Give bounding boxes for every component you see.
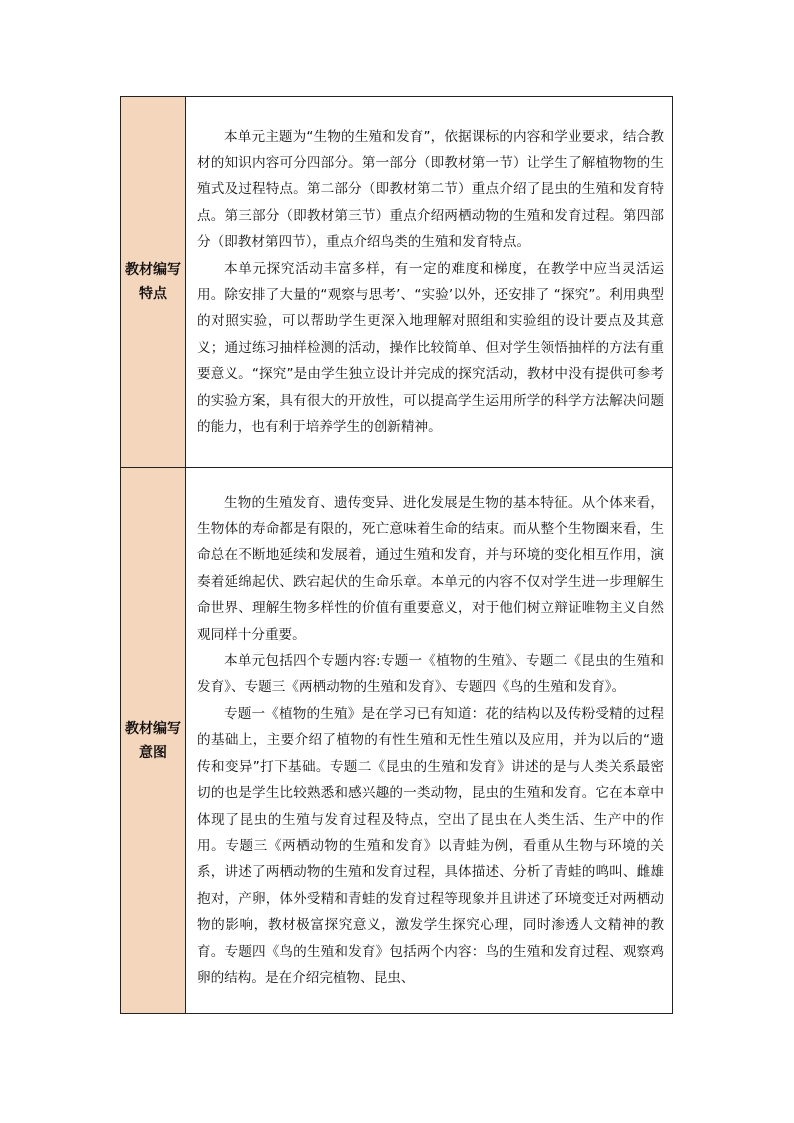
paragraph: 生物的生殖发育、遗传变异、进化发展是生物的基本特征。从个体来看，生物体的寿命都是有限的，死亡意味着生命的结束。而从整个生物圈来看，生命总在不断地延续和发展着，通过生殖和发育，并与环境的变化相互作用，演奏着延绵起伏、跌宕起伏的生命乐章。本单元的内容不仅对学生进一步理解生命世界、理解生物多样性的价值有重要意义，对于他们树立辩证唯物主义自然观同样十分重要。: [197, 494, 664, 643]
paragraph: 本单元探究活动丰富多样，有一定的难度和梯度，在教学中应当灵活运用。除安排了大量的“观察与思考’、“实验’以外，还安排了 “探究”。利用典型的对照实验，可以帮助学生更深入地理解对照组和实验组的设计要点及其意义；通过练习抽样检测的活动，操作比较简单、但对学生领悟抽样的方法有重要意义。“探究”是由学生独立设计并完成的探究活动，教材中没有提供可参考的实验方案，具有很大的开放性，可以提高学生运用所学的科学方法解决问题的能力，也有利于培养学生的创新精神。: [197, 260, 664, 436]
row-label: 教材编写意图: [125, 720, 181, 761]
paragraph: 本单元主题为“生物的生殖和发育”，依据课标的内容和学业要求，结合教材的知识内容可分四部分。第一部分（即教材第一节）让学生了解植物物的生殖式及过程特点。第二部分（即教材第二节）重点介绍了昆虫的生殖和发育特点。第三部分（即教材第三节）重点介绍两栖动物的生殖和发育过程。第四部分（即教材第四节），重点介绍鸟类的生殖和发育特点。: [197, 128, 664, 251]
paragraph: 本单元包括四个专题内容:专题一《植物的生殖》、专题二《昆虫的生殖和发育》、专题三《两栖动物的生殖和发育》、专题四《鸟的生殖和发育》。: [197, 653, 664, 696]
table-row: [121, 97, 673, 468]
row-content-cell: [186, 97, 673, 468]
table-row: [121, 468, 673, 1014]
content-table: [120, 96, 673, 1014]
paragraph: 专题一《植物的生殖》是在学习已有知道：花的结构以及传粉受精的过程的基础上，主要介绍了植物的有性生殖和无性生殖以及应用，并为以后的“遗传和变异”打下基础。专题二《昆虫的生殖和发育》讲述的是与人类关系最密切的也是学生比较熟悉和感兴趣的一类动物，昆虫的生殖和发育。它在本章中体现了昆虫的生殖与发育过程及特点，空出了昆虫在人类生活、生产中的作用。专题三《两栖动物的生殖和发育》以青蛙为例，看重从生物与环境的关系，讲述了两栖动物的生殖和发育过程，具体描述、分析了青蛙的鸣叫、雌雄抱对，产卵，体外受精和青蛙的发育过程等现象并且讲述了环境变迁对两栖动物的影响，教材极富探究意义，激发学生探究心理，同时渗透人文精神的教育。专题四《鸟的生殖和发育》包括两个内容：鸟的生殖和发育过程、观察鸡卵的结构。是在介绍完植物、昆虫、: [197, 705, 664, 986]
row-label: 教材编写特点: [125, 262, 181, 302]
row-content-cell: [186, 468, 673, 1014]
row-label-cell: [121, 97, 186, 468]
row-label-cell: [121, 468, 186, 1014]
